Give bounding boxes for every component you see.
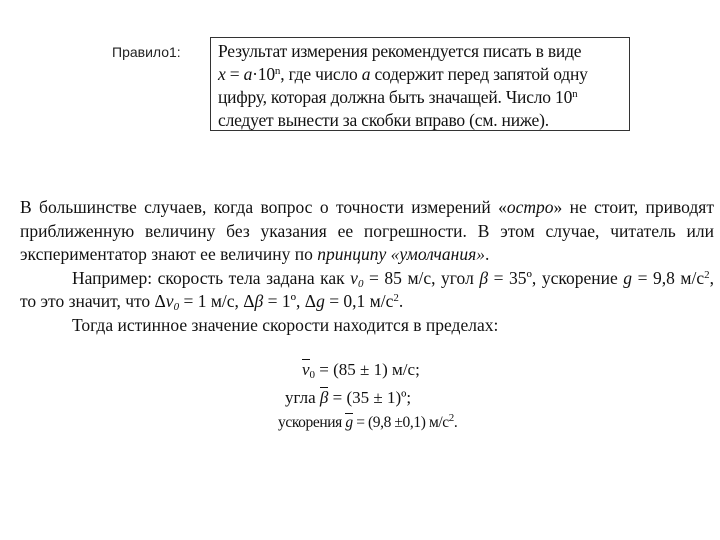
rule-mult: ·10 <box>252 64 275 84</box>
rule-line-3 <box>218 86 623 109</box>
var-beta: β <box>479 267 489 288</box>
rule-text: , где число <box>280 64 362 84</box>
rule-line-2 <box>218 63 623 86</box>
italic-phrase: принципу «умолчания» <box>317 244 485 264</box>
rule-label: Правило1: <box>112 44 181 60</box>
rule-var-a: a <box>243 64 253 84</box>
formula-text: = (9,8 ±0,1) м/с <box>352 414 449 431</box>
rule-var-x: x <box>218 64 226 84</box>
formula-velocity <box>302 360 420 380</box>
text-run: = 1 м/с, Δ <box>179 291 255 311</box>
sub-0: 0 <box>173 301 180 313</box>
var-g: g <box>316 291 325 311</box>
italic-word: остро <box>506 197 554 217</box>
text-run: = 85 м/с, угол <box>363 267 480 288</box>
formula-text: = (35 ± 1)º; <box>328 388 412 407</box>
text-run: . <box>484 244 490 264</box>
paragraph-3: Тогда истинное значение скорости находится в пределах: <box>72 314 499 335</box>
rule-line-1: Результат измерения рекомендуется писать в виде <box>218 41 582 61</box>
formula-label: ускорения <box>278 414 346 431</box>
sub-0: 0 <box>309 369 316 381</box>
text-run: = 1º, Δ <box>263 291 317 311</box>
rule-eq: = <box>225 64 244 84</box>
var-v: v <box>350 267 358 288</box>
var-v: v <box>165 291 174 311</box>
paragraph-1 <box>20 196 714 267</box>
formula-text: = (85 ± 1) м/с; <box>315 360 420 379</box>
rule-line-4: следует вынести за скобки вправо (см. ниже). <box>218 110 549 130</box>
text-run: , то это значит, что Δ <box>20 267 714 311</box>
rule-exp-n: n <box>274 65 281 77</box>
paragraph-2 <box>20 267 714 314</box>
sub-0: 0 <box>357 277 364 290</box>
sup-2: 2 <box>393 292 399 304</box>
var-g: g <box>623 267 633 288</box>
var-g-bar: g <box>345 414 353 431</box>
rule-exp-n-2: n <box>572 88 578 100</box>
var-beta-bar: β <box>319 388 329 407</box>
var-beta: β <box>254 291 264 311</box>
rule-var-a-2: a <box>361 64 371 84</box>
var-v-bar: v <box>302 360 310 379</box>
text-run: В большинстве случаев, когда вопрос о точности измерений « <box>20 197 507 217</box>
rule-text: цифру, которая должна быть значащей. Число 10 <box>218 87 573 107</box>
text-run: = 0,1 м/с <box>324 291 394 311</box>
rule-text: содержит перед запятой одну <box>370 64 588 84</box>
rule-box <box>210 37 630 131</box>
formula-text: . <box>453 414 458 431</box>
formula-angle <box>285 388 411 408</box>
text-run: . <box>398 291 404 311</box>
sup-2: 2 <box>448 412 454 424</box>
sup-2: 2 <box>704 268 710 281</box>
text-run: Например: скорость тела задана как <box>72 267 351 288</box>
text-run: » не стоит, приводят приближенную величину без указания ее погрешности. В этом случае, читатель или экспериментатор знают ее величину по <box>20 197 715 264</box>
main-text <box>20 196 714 337</box>
formula-acceleration <box>278 414 457 432</box>
formula-label: угла <box>285 388 320 407</box>
text-run: = 35º, ускорение <box>488 267 624 288</box>
text-run: = 9,8 м/с <box>632 267 705 288</box>
